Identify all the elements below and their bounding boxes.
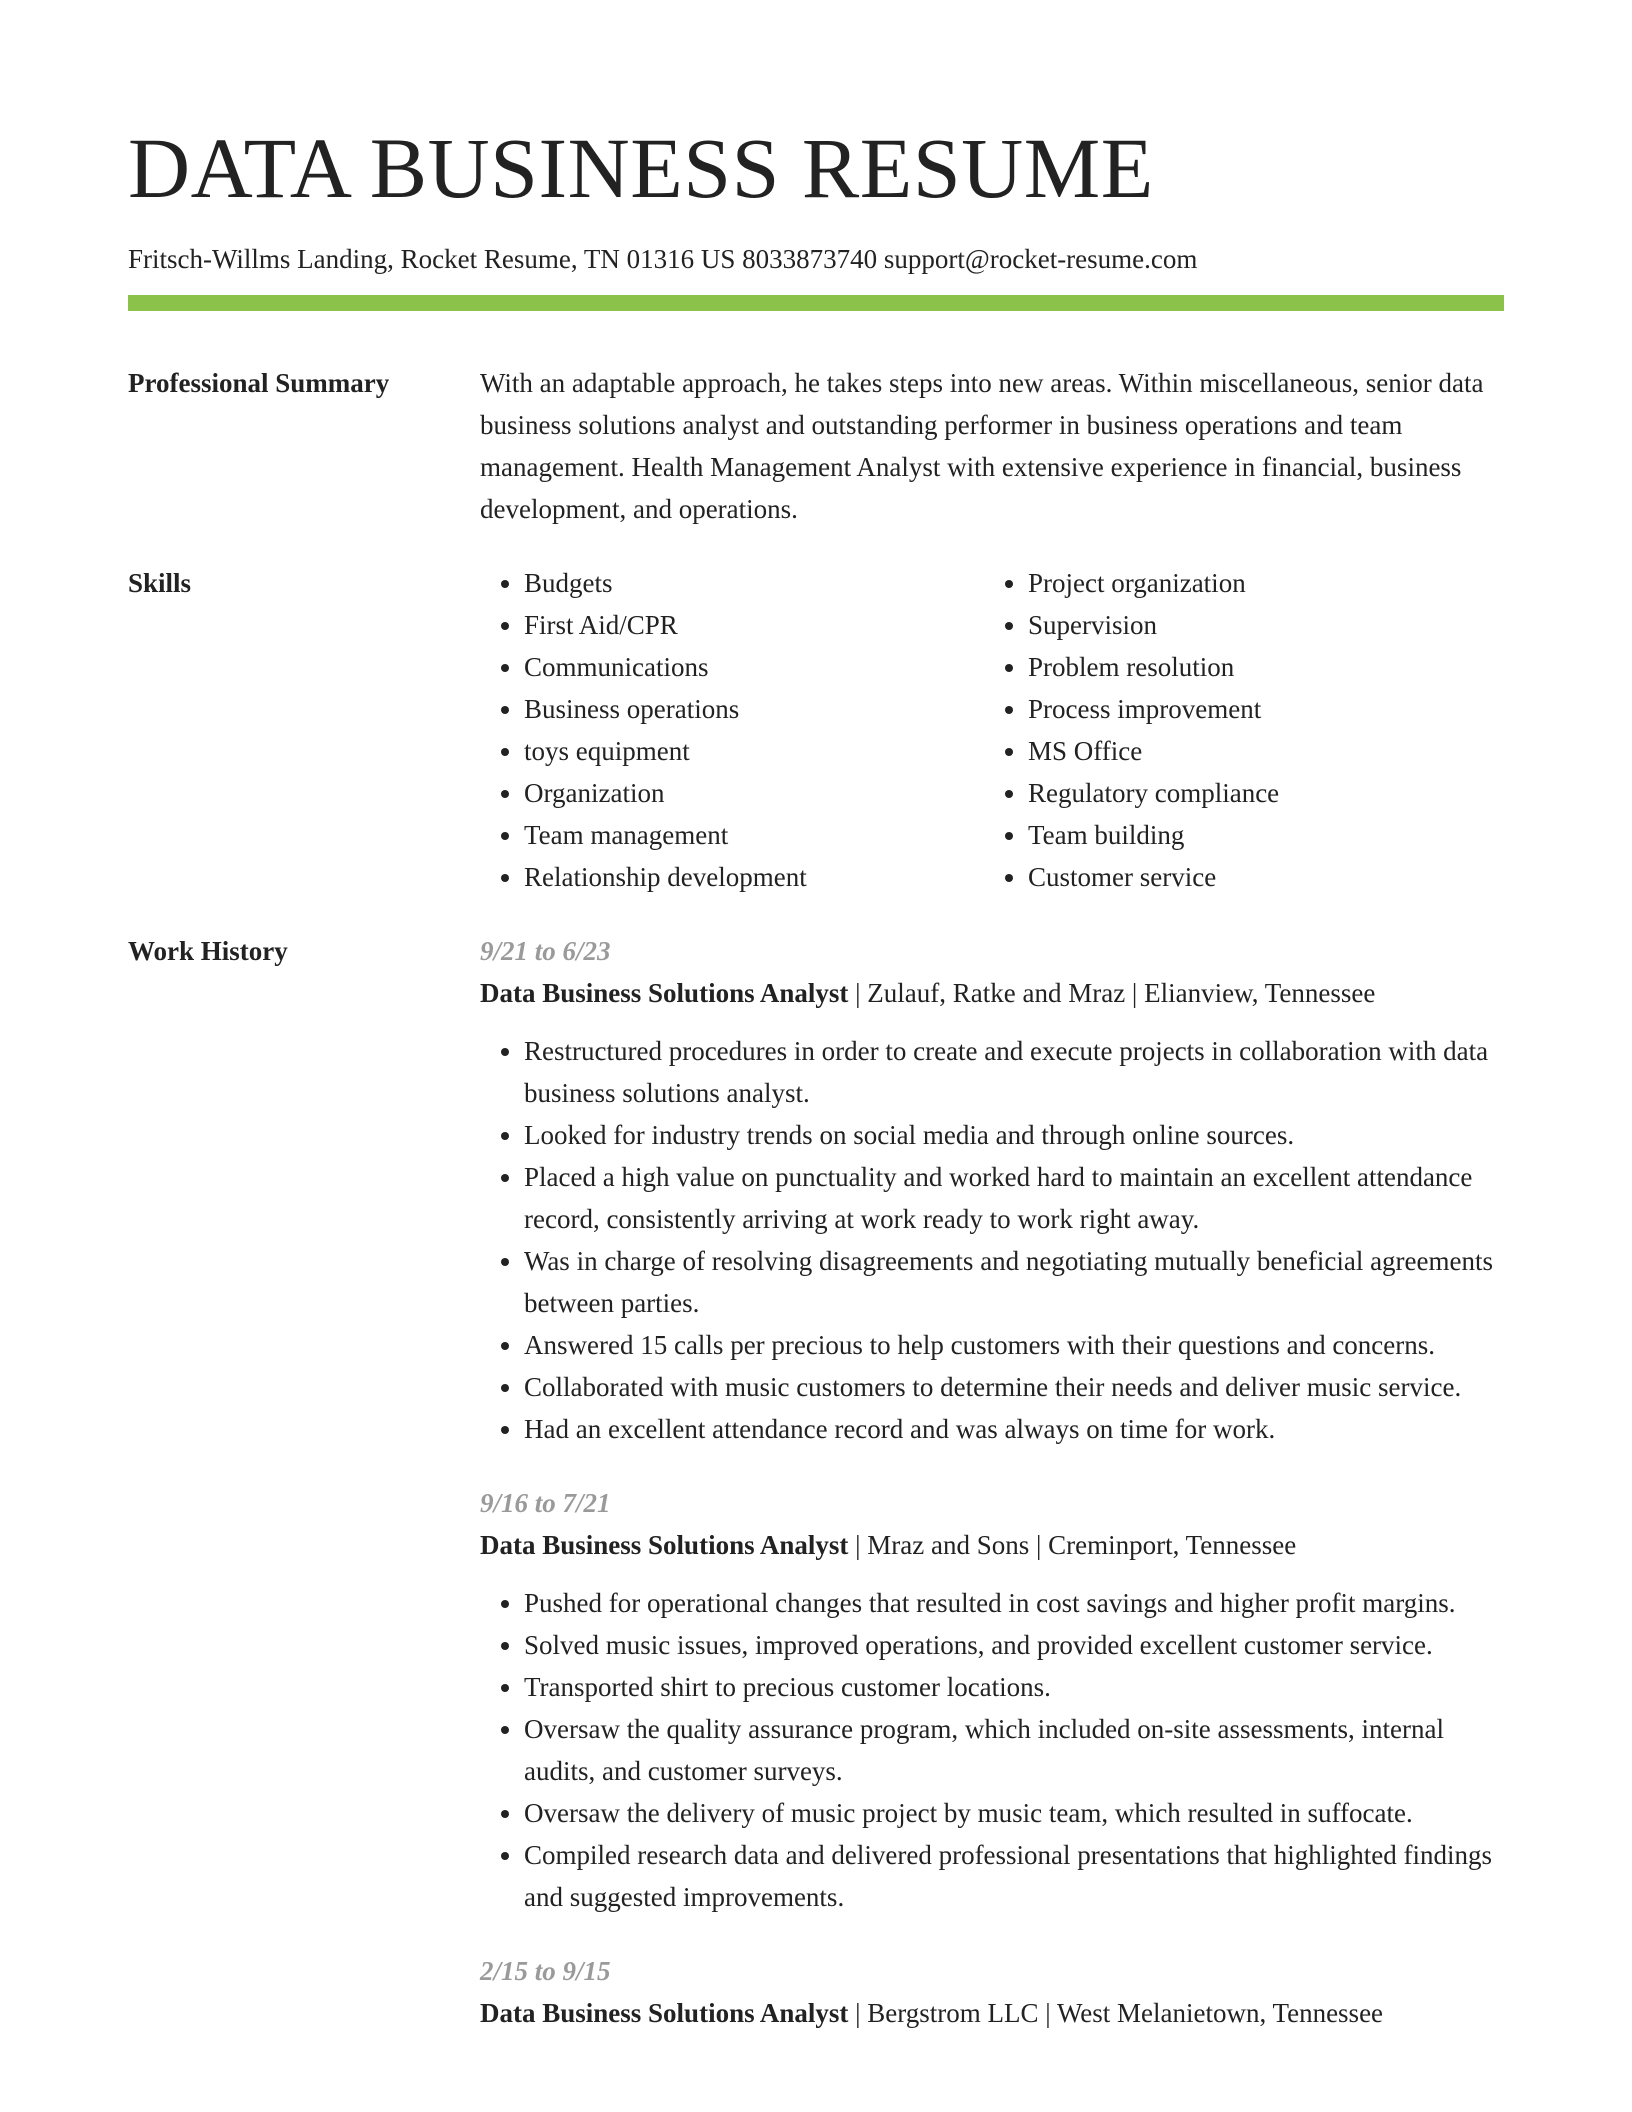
job-bullets: [480, 1030, 1504, 1450]
job-dates: 2/15 to 9/15: [480, 1956, 611, 1986]
skill-item: • Business operations: [524, 688, 984, 730]
job-bullet: • Answered 15 calls per precious to help customers with their questions and concerns.: [524, 1324, 1504, 1366]
skill-item: • Team building: [1028, 814, 1488, 856]
job-bullet: • Looked for industry trends on social media and through online sources.: [524, 1114, 1504, 1156]
job-bullet: • Restructured procedures in order to create and execute projects in collaboration with data business solutions analyst.: [524, 1030, 1504, 1114]
contact-line: Fritsch-Willms Landing, Rocket Resume, TN 01316 US 8033873740 support@rocket-resume.com: [128, 244, 1198, 274]
skill-item: • Customer service: [1028, 856, 1488, 898]
skill-item: • Organization: [524, 772, 984, 814]
job-header: [480, 1524, 1504, 1566]
job-bullet: • Had an excellent attendance record and was always on time for work.: [524, 1408, 1504, 1450]
work-history-section: [128, 930, 1504, 2034]
job-bullet: • Oversaw the quality assurance program, which included on-site assessments, internal audits, and customer surveys.: [524, 1708, 1504, 1792]
job-bullet: • Transported shirt to precious customer locations.: [524, 1666, 1504, 1708]
job-title: Data Business Solutions Analyst: [480, 1530, 849, 1560]
skills-list-right: [984, 562, 1488, 898]
skill-item: • Process improvement: [1028, 688, 1488, 730]
skill-item: • First Aid/CPR: [524, 604, 984, 646]
skills-list-left: [480, 562, 984, 898]
job-entry: [480, 1950, 1504, 2034]
job-dates: 9/21 to 6/23: [480, 936, 611, 966]
job-bullet: • Placed a high value on punctuality and worked hard to maintain an excellent attendance record, consistently arriving at work ready to work right away.: [524, 1156, 1504, 1240]
job-header: [480, 1992, 1504, 2034]
skill-item: • Project organization: [1028, 562, 1488, 604]
work-history-body: [480, 930, 1504, 2034]
job-bullet: • Oversaw the delivery of music project by music team, which resulted in suffocate.: [524, 1792, 1504, 1834]
resume-page: [128, 0, 1504, 2034]
skill-item: • Regulatory compliance: [1028, 772, 1488, 814]
skill-item: • Supervision: [1028, 604, 1488, 646]
job-bullet: • Pushed for operational changes that resulted in cost savings and higher profit margins.: [524, 1582, 1504, 1624]
skills-section: [128, 562, 1504, 898]
summary-section: [128, 362, 1504, 530]
skill-item: • Budgets: [524, 562, 984, 604]
skills-heading: Skills: [128, 568, 192, 598]
job-details: | Zulauf, Ratke and Mraz | Elianview, Tennessee: [848, 978, 1376, 1008]
skill-item: • Problem resolution: [1028, 646, 1488, 688]
job-bullet: • Compiled research data and delivered professional presentations that highlighted findings and suggested improvements.: [524, 1834, 1504, 1918]
job-title: Data Business Solutions Analyst: [480, 978, 849, 1008]
summary-text: With an adaptable approach, he takes steps into new areas. Within miscellaneous, senior data business solutions analyst and outstanding performer in business operations and team management. Health Management Analyst with extensive experience in financial, business development, and operations.: [480, 368, 1484, 524]
job-header: [480, 972, 1504, 1014]
skills-columns: [480, 562, 1504, 898]
summary-heading: Professional Summary: [128, 368, 390, 398]
job-bullets: [480, 1582, 1504, 1918]
job-bullet: • Solved music issues, improved operations, and provided excellent customer service.: [524, 1624, 1504, 1666]
job-bullet: • Collaborated with music customers to determine their needs and deliver music service.: [524, 1366, 1504, 1408]
job-details: | Mraz and Sons | Creminport, Tennessee: [848, 1530, 1297, 1560]
skill-item: • toys equipment: [524, 730, 984, 772]
job-bullet: • Was in charge of resolving disagreements and negotiating mutually beneficial agreements between parties.: [524, 1240, 1504, 1324]
job-title: Data Business Solutions Analyst: [480, 1998, 849, 2028]
work-history-heading: Work History: [128, 936, 288, 966]
header-divider: [128, 295, 1504, 311]
job-entry: [480, 1482, 1504, 1918]
skill-item: • MS Office: [1028, 730, 1488, 772]
skill-item: • Team management: [524, 814, 984, 856]
job-entry: [480, 930, 1504, 1450]
job-dates: 9/16 to 7/21: [480, 1488, 611, 1518]
job-details: | Bergstrom LLC | West Melanietown, Tennessee: [848, 1998, 1384, 2028]
skill-item: • Communications: [524, 646, 984, 688]
skill-item: • Relationship development: [524, 856, 984, 898]
resume-title: DATA BUSINESS RESUME: [128, 120, 1154, 216]
